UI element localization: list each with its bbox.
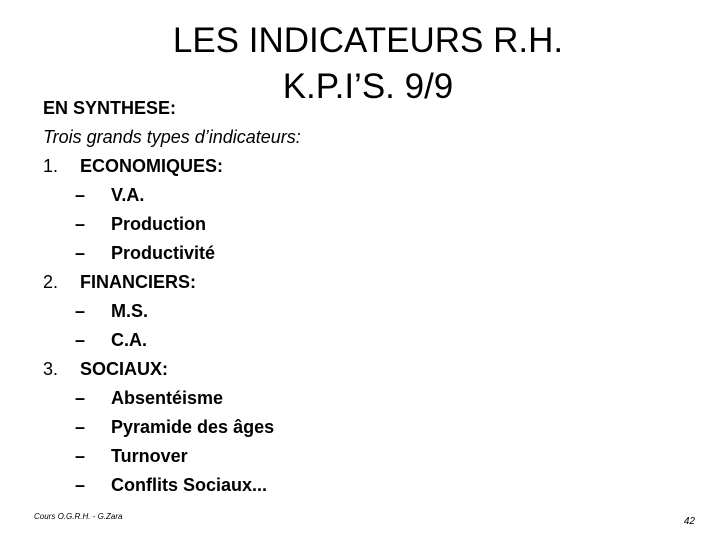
list-item-label: V.A. — [111, 185, 145, 205]
page-number: 42 — [683, 516, 695, 527]
section-economiques — [43, 152, 301, 181]
section-number: 2. — [43, 272, 59, 292]
section-sociaux — [43, 355, 301, 384]
list-item — [43, 384, 301, 413]
list-item-label: Pyramide des âges — [111, 417, 275, 437]
dash-bullet: – — [75, 388, 86, 408]
list-item — [43, 413, 301, 442]
section-label: FINANCIERS: — [80, 272, 196, 292]
list-item-label: C.A. — [111, 330, 147, 350]
list-item — [43, 326, 301, 355]
slide-title-line-2: K.P.I’S. 9/9 — [282, 67, 454, 106]
section-number: 1. — [43, 156, 59, 176]
dash-bullet: – — [75, 301, 86, 321]
list-item — [43, 297, 301, 326]
synthesis-heading: EN SYNTHESE: — [43, 98, 177, 118]
list-item — [43, 442, 301, 471]
dash-bullet: – — [75, 475, 86, 495]
dash-bullet: – — [75, 446, 86, 466]
list-item — [43, 471, 301, 500]
slide-title-line-1: LES INDICATEURS R.H. — [172, 21, 564, 60]
slide-content — [43, 94, 301, 500]
list-item-label: Turnover — [111, 446, 188, 466]
list-item — [43, 181, 301, 210]
section-number: 3. — [43, 359, 59, 379]
dash-bullet: – — [75, 243, 86, 263]
list-item-label: M.S. — [111, 301, 149, 321]
list-item — [43, 239, 301, 268]
dash-bullet: – — [75, 330, 86, 350]
section-label: SOCIAUX: — [80, 359, 169, 379]
list-item — [43, 210, 301, 239]
list-item-label: Productivité — [111, 243, 216, 263]
list-item-label: Conflits Sociaux... — [111, 475, 268, 495]
dash-bullet: – — [75, 417, 86, 437]
section-financiers — [43, 268, 301, 297]
list-item-label: Production — [111, 214, 206, 234]
dash-bullet: – — [75, 214, 86, 234]
section-label: ECONOMIQUES: — [80, 156, 224, 176]
subtitle-text: Trois grands types d’indicateurs: — [43, 127, 301, 147]
dash-bullet: – — [75, 185, 86, 205]
list-item-label: Absentéisme — [111, 388, 224, 408]
footer-text: Cours O.G.R.H. - G.Zara — [34, 512, 123, 521]
